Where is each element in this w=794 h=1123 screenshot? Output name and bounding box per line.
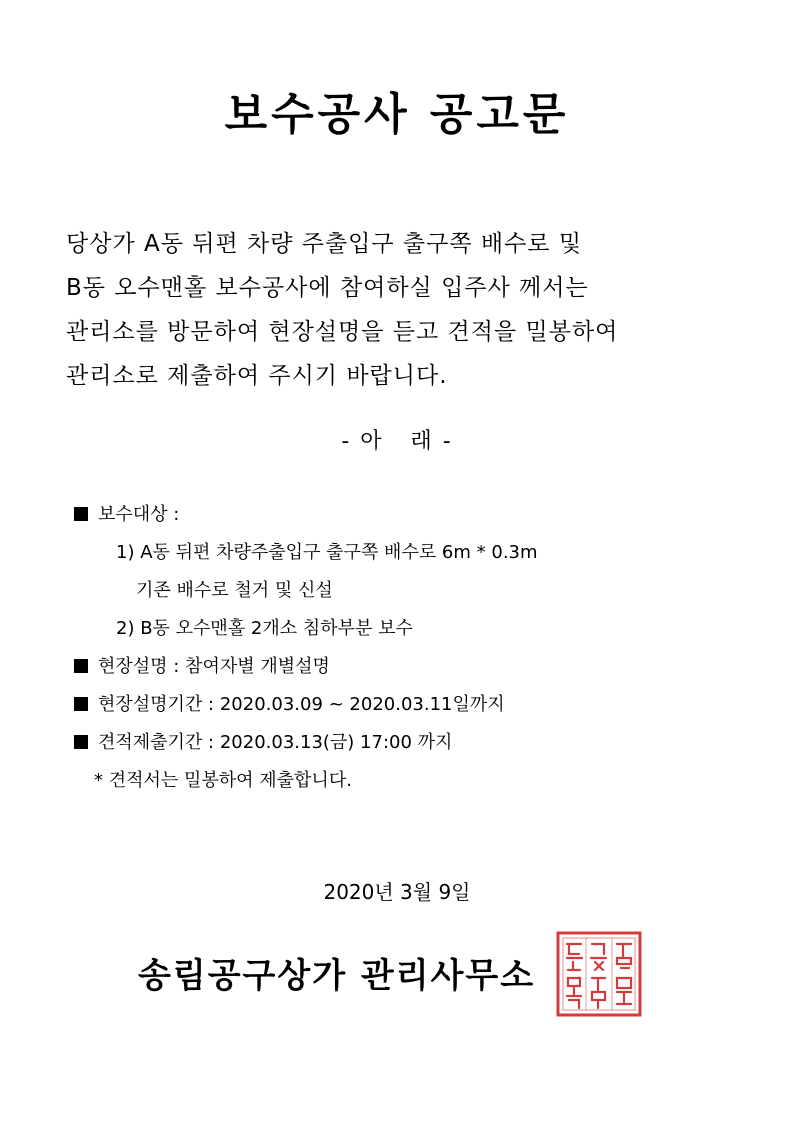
body-line: B동 오수맨홀 보수공사에 참여하실 입주사 께서는 bbox=[66, 275, 589, 301]
body-line: 당상가 A동 뒤편 차량 주출입구 출구쪽 배수로 및 bbox=[66, 231, 583, 257]
note-text: * 견적서는 밀봉하여 제출합니다. bbox=[94, 770, 352, 791]
page-title: 보수공사 공고문 bbox=[224, 89, 570, 140]
list-item-target-2 bbox=[74, 610, 754, 648]
notice-date: 2020년 3월 9일 bbox=[323, 880, 471, 904]
target-2-text: 2) B동 오수맨홀 2개소 침하부분 보수 bbox=[116, 618, 413, 639]
body-line: 관리소로 제출하여 주시기 바랍니다. bbox=[66, 363, 448, 389]
list-item-target-1 bbox=[74, 534, 754, 572]
bullet-square-icon bbox=[74, 735, 88, 749]
briefing-period-text: 현장설명기간 : 2020.03.09 ~ 2020.03.11일까지 bbox=[98, 694, 505, 715]
detail-list bbox=[74, 496, 754, 800]
organization-name: 송림공구상가 관리사무소 bbox=[138, 956, 536, 996]
quote-deadline-text: 견적제출기간 : 2020.03.13(금) 17:00 까지 bbox=[98, 732, 453, 753]
bullet-square-icon bbox=[74, 659, 88, 673]
list-item-note bbox=[74, 762, 754, 800]
target-1-line2: 기존 배수로 철거 및 신설 bbox=[136, 580, 333, 601]
target-label: 보수대상 : bbox=[98, 504, 180, 525]
body-line: 관리소를 방문하여 현장설명을 듣고 견적을 밀봉하여 bbox=[66, 319, 619, 345]
site-briefing-text: 현장설명 : 참여자별 개별설명 bbox=[98, 656, 330, 677]
bullet-square-icon bbox=[74, 507, 88, 521]
target-1-line1: 1) A동 뒤편 차량주출입구 출구쪽 배수로 6m * 0.3m bbox=[116, 542, 538, 563]
list-item-target-1-cont bbox=[74, 572, 754, 610]
list-item-site-briefing bbox=[74, 648, 754, 686]
official-seal-stamp bbox=[555, 930, 643, 1018]
body-paragraph bbox=[66, 222, 746, 398]
list-item-briefing-period bbox=[74, 686, 754, 724]
bullet-square-icon bbox=[74, 697, 88, 711]
list-item-quote-deadline bbox=[74, 724, 754, 762]
section-subheading: - 아 래 - bbox=[341, 429, 453, 454]
list-item-target bbox=[74, 496, 754, 534]
